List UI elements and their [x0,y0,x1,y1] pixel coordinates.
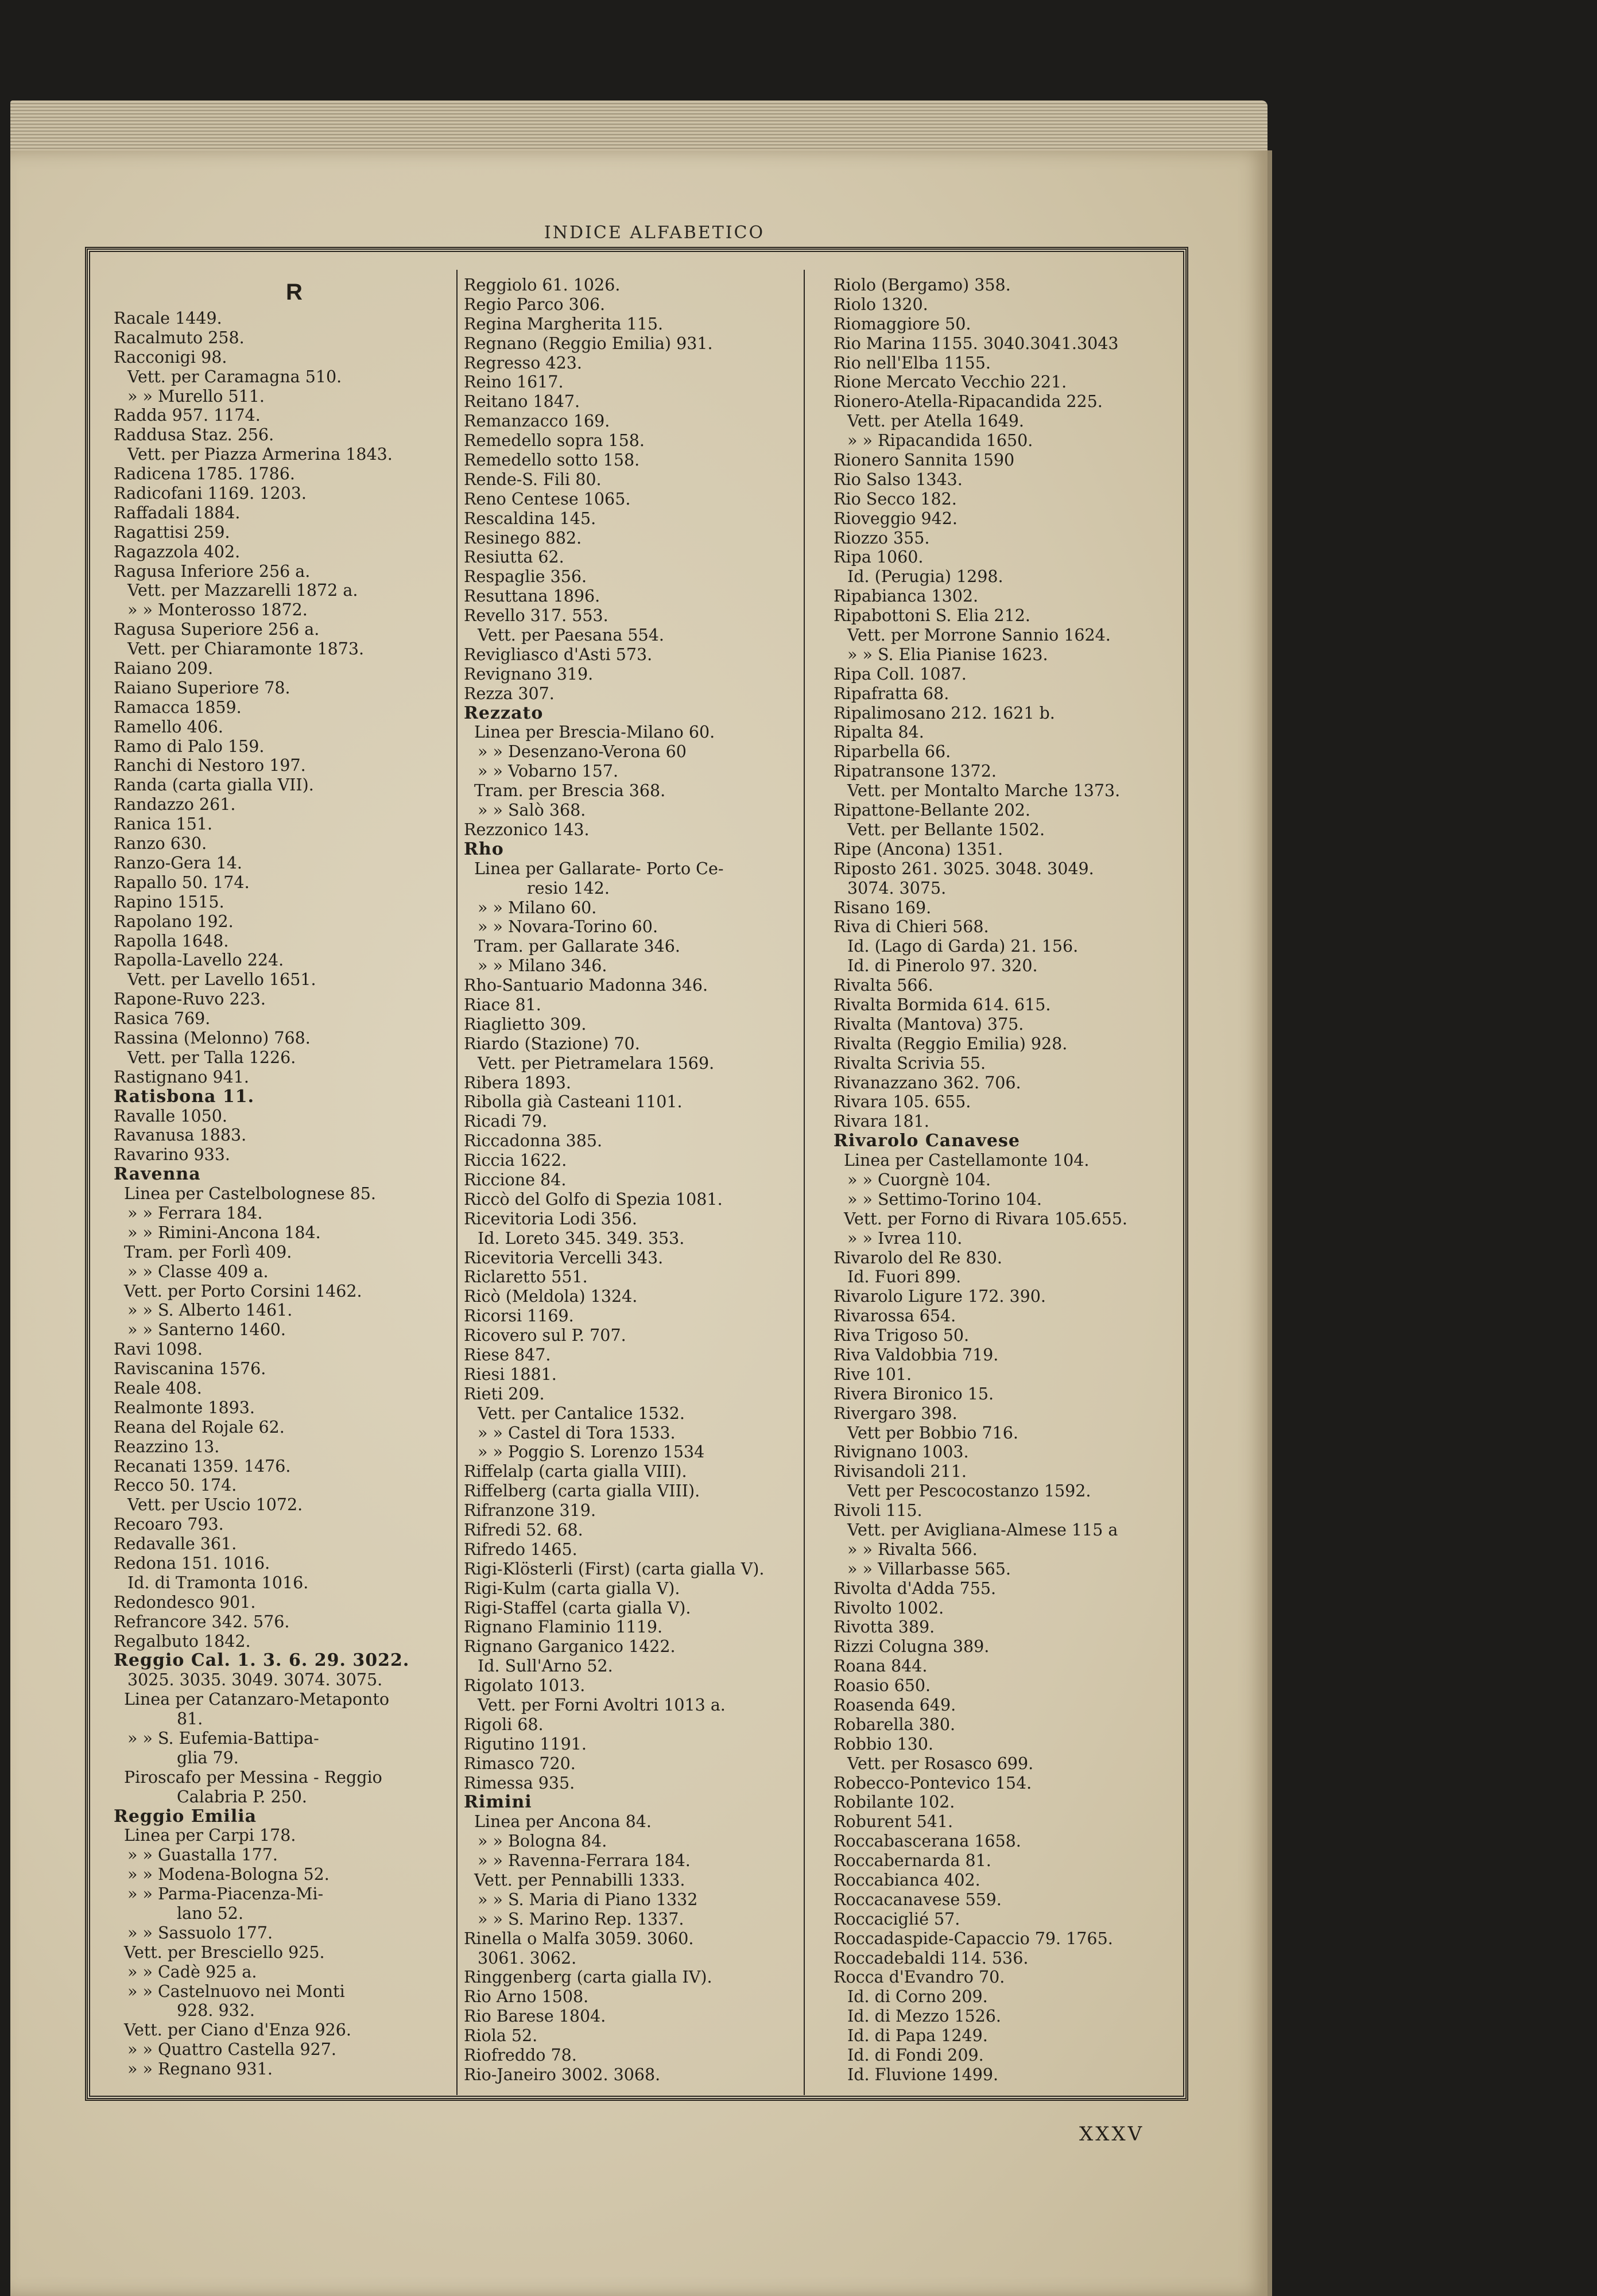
index-entry: Rifredi 52. 68. [464,1521,583,1539]
index-entry: Ranzo 630. [114,834,207,854]
index-entry: Recco 50. 174. [114,1476,237,1495]
index-entry: » » Castelnuovo nei Monti [127,1981,345,2001]
index-entry: Riccione 84. [464,1170,567,1189]
index-entry: Ranica 151. [114,815,213,834]
book-page-edges [10,100,1267,158]
index-entry: Recoaro 793. [114,1515,224,1534]
index-entry: Vett. per Atella 1649. [847,412,1024,431]
index-entry: Robilante 102. [834,1793,955,1812]
index-entry: » » Murello 511. [127,386,265,406]
index-entry: Rivotta 389. [834,1618,935,1637]
index-entry: Id. di Pinerolo 97. 320. [847,956,1038,976]
index-entry: Tram. per Brescia 368. [474,781,666,801]
index-entry: Revello 317. 553. [464,606,608,626]
index-column-3 [834,276,1178,2085]
index-entry: Rivara 181. [834,1112,929,1131]
index-entry: » » Poggio S. Lorenzo 1534 [478,1442,705,1462]
index-entry: Ripalimosano 212. 1621 b. [834,703,1055,723]
index-entry: Rivera Bironico 15. [834,1384,994,1403]
index-entry: Rocca d'Evandro 70. [834,1968,1005,1987]
index-column-2 [464,276,808,2085]
index-entry: Regnano (Reggio Emilia) 931. [464,333,713,353]
index-entry: » » Cadè 925 a. [127,1962,257,1981]
index-entry: Linea per Ancona 84. [474,1812,652,1832]
index-entry: Redondesco 901. [114,1592,256,1612]
index-entry: Riomaggiore 50. [834,314,971,333]
index-entry: Ricovero sul P. 707. [464,1326,626,1345]
index-entry: » » Guastalla 177. [127,1845,278,1865]
index-entry: Vett. per Mazzarelli 1872 a. [127,581,358,600]
index-heading: Rho [464,839,504,859]
index-entry: Radda 957. 1174. [114,406,261,425]
index-entry: Riparbella 66. [834,742,951,762]
index-entry: Ramello 406. [114,717,223,736]
index-entry: Riolo (Bergamo) 358. [834,276,1011,294]
index-entry: Ragusa Inferiore 256 a. [114,561,311,581]
index-entry: Rezzonico 143. [464,820,590,839]
index-entry: Vett. per Bresciello 925. [124,1942,325,1962]
index-entry: Rapino 1515. [114,892,224,912]
index-entry: Rigi-Staffel (carta gialla V). [464,1598,691,1618]
index-entry: Rivignano 1003. [834,1442,969,1462]
index-heading: Reggio Cal. 1. 3. 6. 29. 3022. [114,1650,410,1671]
index-entry: » » Bologna 84. [478,1832,607,1851]
index-entry: Vett. per Bellante 1502. [847,820,1045,839]
index-entry: Rivarolo del Re 830. [834,1248,1002,1267]
index-entry: 3074. 3075. [847,878,947,898]
index-entry: Roccabascerana 1658. [834,1832,1021,1851]
index-entry: Ripatransone 1372. [834,762,997,781]
index-entry: Radicofani 1169. 1203. [114,484,307,503]
index-entry: Vett. per Pietramelara 1569. [478,1053,715,1073]
index-entry: Riolo 1320. [834,294,928,314]
index-entry: Rioveggio 942. [834,509,958,528]
index-entry: » » Santerno 1460. [127,1320,286,1340]
index-entry: Linea per Carpi 178. [124,1826,296,1845]
index-entry: Id. di Papa 1249. [847,2026,988,2046]
index-entry: Rimasco 720. [464,1754,576,1773]
index-entry: » » Novara-Torino 60. [478,917,658,937]
running-head: INDICE ALFABETICO [544,223,765,243]
index-entry: Rio Secco 182. [834,489,957,509]
index-entry: Roccabernarda 81. [834,1851,991,1871]
index-entry: Riva Trigoso 50. [834,1326,970,1345]
index-entry: Reitano 1847. [464,392,580,412]
index-entry: » » Ravenna-Ferrara 184. [478,1851,691,1871]
index-entry: Rivalta Bormida 614. 615. [834,995,1051,1014]
page-number: XXXV [1079,2123,1145,2146]
index-entry: Rignano Flaminio 1119. [464,1618,663,1637]
index-entry: Reana del Rojale 62. [114,1417,285,1437]
index-entry: Riesi 1881. [464,1364,557,1384]
index-entry: Rivarolo Ligure 172. 390. [834,1287,1046,1306]
index-entry: Regina Margherita 115. [464,314,664,333]
index-entry: Rigi-Klösterli (First) (carta gialla V). [464,1559,765,1578]
index-entry: Refrancore 342. 576. [114,1612,290,1631]
index-entry: Ripabottoni S. Elia 212. [834,606,1030,626]
index-entry: Rionero Sannita 1590 [834,451,1015,470]
index-entry: Ribera 1893. [464,1073,571,1092]
index-entry: Tram. per Forlì 409. [124,1242,292,1262]
index-entry: Ripa 1060. [834,548,924,567]
index-entry: Rescaldina 145. [464,509,596,528]
index-entry: Id. Loreto 345. 349. 353. [478,1228,685,1248]
index-entry: Rivalta (Mantova) 375. [834,1014,1024,1034]
index-entry: Linea per Castelbolognese 85. [124,1184,376,1204]
index-entry: Rassina (Melonno) 768. [114,1028,311,1048]
index-entry: Rivolto 1002. [834,1598,944,1618]
index-entry: » » S. Elia Pianise 1623. [847,645,1048,664]
section-letter: R [286,280,303,305]
index-entry: Vett per Pescocostanzo 1592. [847,1481,1091,1501]
index-entry: Resiutta 62. [464,548,564,567]
index-entry: » » S. Marino Rep. 1337. [478,1909,684,1929]
index-entry: Id. di Mezzo 1526. [847,2007,1001,2026]
index-entry: Rive 101. [834,1364,912,1384]
index-entry: Riffelalp (carta gialla VIII). [464,1462,687,1481]
index-entry: Raviscanina 1576. [114,1359,266,1379]
index-entry: glia 79. [177,1748,239,1767]
index-entry: Racalmuto 258. [114,328,245,347]
index-entry: Roana 844. [834,1657,928,1676]
index-entry: 3025. 3035. 3049. 3074. 3075. [127,1670,383,1690]
index-entry: Rasica 769. [114,1009,211,1029]
index-entry: Ripabianca 1302. [834,587,979,606]
index-entry: Linea per Gallarate- Porto Ce- [474,859,724,878]
index-entry: Rivalta Scrivia 55. [834,1053,986,1073]
index-entry: » » Monterosso 1872. [127,600,308,620]
index-entry: » » Regnano 931. [127,2060,273,2079]
index-entry: Riola 52. [464,2026,538,2046]
index-entry: Ricevitoria Lodi 356. [464,1209,637,1228]
index-entry: Robbio 130. [834,1734,933,1754]
index-entry: Vett. per Caramagna 510. [127,367,342,386]
index-entry: Vett. per Morrone Sannio 1624. [847,626,1111,645]
index-entry: Riardo (Stazione) 70. [464,1034,640,1053]
index-entry: Vett. per Cantalice 1532. [478,1403,685,1423]
index-entry: Riffelberg (carta gialla VIII). [464,1481,700,1501]
index-entry: Vett. per Chiaramonte 1873. [127,639,365,659]
index-entry: » » S. Alberto 1461. [127,1301,293,1320]
index-entry: Ragattisi 259. [114,522,230,542]
index-entry: Regalbuto 1842. [114,1631,251,1651]
index-entry: Id. di Fondi 209. [847,2046,984,2065]
index-entry: Remedello sotto 158. [464,451,640,470]
index-entry: Remanzacco 169. [464,412,610,431]
index-entry: Rapolla 1648. [114,931,229,951]
index-entry: » » Rimini-Ancona 184. [127,1223,321,1242]
index-entry: Rivergaro 398. [834,1403,958,1423]
index-entry: Ranzo-Gera 14. [114,853,242,872]
index-entry: Vett. per Paesana 554. [478,626,664,645]
index-entry: Linea per Catanzaro-Metaponto [124,1690,389,1709]
index-entry: Rio nell'Elba 1155. [834,353,991,373]
index-entry: Ravanusa 1883. [114,1126,247,1145]
index-entry: Reno Centese 1065. [464,489,631,509]
index-entry: Ripattone-Bellante 202. [834,801,1030,820]
index-entry: Tram. per Gallarate 346. [474,937,680,956]
index-entry: Ramo di Palo 159. [114,736,265,756]
index-entry: Revigliasco d'Asti 573. [464,645,653,664]
index-entry: Riofreddo 78. [464,2046,577,2065]
index-entry: Randazzo 261. [114,795,236,815]
index-entry: Rezza 307. [464,684,555,703]
index-entry: Rapone-Ruvo 223. [114,990,266,1009]
index-entry: Vett per Bobbio 716. [847,1423,1018,1442]
index-entry: Id. (Lago di Garda) 21. 156. [847,937,1079,956]
index-heading: Rivarolo Canavese [834,1131,1020,1151]
index-entry: Riace 81. [464,995,541,1014]
index-entry: » » Modena-Bologna 52. [127,1865,330,1884]
index-entry: Roburent 541. [834,1812,953,1832]
index-entry: Vett. per Forno di Rivara 105.655. [844,1209,1127,1228]
index-entry: Ramacca 1859. [114,697,242,717]
index-entry: Roccadebaldi 114. 536. [834,1948,1029,1968]
index-entry: Rho-Santuario Madonna 346. [464,976,708,995]
index-entry: » » Sassuolo 177. [127,1923,273,1942]
index-entry: Riaglietto 309. [464,1014,587,1034]
index-entry: Rinella o Malfa 3059. 3060. [464,1929,694,1948]
index-entry: Ravi 1098. [114,1340,203,1359]
index-entry: Riozzo 355. [834,528,930,548]
index-entry: Rivoli 115. [834,1501,922,1521]
index-entry: Rivarossa 654. [834,1306,956,1326]
index-entry: » » Cuorgnè 104. [847,1170,991,1189]
index-entry: Ripalta 84. [834,723,924,742]
index-entry: Radicena 1785. 1786. [114,464,295,484]
column-rule [456,270,458,2095]
index-entry: Reale 408. [114,1378,202,1398]
index-entry: » » Milano 346. [478,956,607,976]
index-entry: Vett. per Lavello 1651. [127,970,316,990]
index-entry: Riclaretto 551. [464,1267,588,1287]
index-entry: Riposto 261. 3025. 3048. 3049. [834,859,1094,878]
index-entry: resio 142. [527,878,610,898]
index-entry: Riccia 1622. [464,1151,567,1170]
index-entry: » » Salò 368. [478,801,586,820]
index-entry: Rigoli 68. [464,1715,544,1734]
index-entry: Regio Parco 306. [464,294,606,314]
index-entry: Rigi-Kulm (carta gialla V). [464,1578,680,1598]
index-entry: Rastignano 941. [114,1067,249,1087]
index-entry: Revignano 319. [464,664,594,684]
index-entry: Ravalle 1050. [114,1106,227,1126]
index-entry: 3061. 3062. [478,1948,577,1968]
index-entry: » » Desenzano-Verona 60 [478,742,687,762]
index-entry: Vett. per Avigliana-Almese 115 a [847,1521,1118,1539]
index-entry: Rio Arno 1508. [464,1987,589,2007]
index-entry: Ripe (Ancona) 1351. [834,839,1003,859]
index-entry: Riccadonna 385. [464,1131,603,1151]
index-entry: Rivara 105. 655. [834,1092,971,1112]
index-entry: Ricorsi 1169. [464,1306,574,1326]
index-entry: Rigutino 1191. [464,1734,587,1754]
index-entry: Rieti 209. [464,1384,545,1403]
index-entry: Recanati 1359. 1476. [114,1456,291,1476]
index-entry: Roccacanavese 559. [834,1890,1002,1909]
index-heading: Ratisbona 11. [114,1086,255,1107]
index-entry: Rifranzone 319. [464,1501,596,1521]
index-entry: Ragusa Superiore 256 a. [114,620,320,639]
index-entry: » » Ivrea 110. [847,1228,963,1248]
index-entry: Resinego 882. [464,528,582,548]
index-column-1 [114,276,441,2079]
index-entry: Raddusa Staz. 256. [114,425,274,445]
index-entry: Raiano Superiore 78. [114,678,290,697]
index-entry: Roccadaspide-Capaccio 79. 1765. [834,1929,1113,1948]
index-entry: Riva di Chieri 568. [834,917,989,937]
index-entry: Raiano 209. [114,659,214,678]
index-entry: » » Parma-Piacenza-Mi- [127,1884,324,1904]
index-entry: Rivalta (Reggio Emilia) 928. [834,1034,1068,1053]
index-entry: Racale 1449. [114,309,222,328]
index-entry: Rignano Garganico 1422. [464,1637,676,1657]
index-entry: Ripa Coll. 1087. [834,664,967,684]
index-entry: Id. Fuori 899. [847,1267,962,1287]
index-entry: » » Castel di Tora 1533. [478,1423,676,1442]
index-entry: » » Quattro Castella 927. [127,2040,336,2060]
index-entry: Rivisandoli 211. [834,1462,967,1481]
index-entry: Regresso 423. [464,353,582,373]
index-entry: Ribolla già Casteani 1101. [464,1092,683,1112]
index-entry: » » Villarbasse 565. [847,1559,1011,1578]
index-entry: Rimessa 935. [464,1773,575,1793]
index-entry: Raffadali 1884. [114,503,241,522]
index-entry: Ricevitoria Vercelli 343. [464,1248,664,1267]
index-heading: Reggio Emilia [114,1806,257,1826]
index-entry: Rapallo 50. 174. [114,872,250,892]
index-entry: Vett. per Montalto Marche 1373. [847,781,1121,801]
index-entry: » » Classe 409 a. [127,1262,269,1281]
index-entry: Rio Marina 1155. 3040.3041.3043 [834,333,1119,353]
index-entry: » » Ferrara 184. [127,1203,263,1223]
index-entry: Robecco-Pontevico 154. [834,1773,1032,1793]
index-entry: » » Settimo-Torino 104. [847,1189,1042,1209]
index-entry: Resuttana 1896. [464,587,600,606]
index-entry: Reggiolo 61. 1026. [464,276,621,294]
index-entry: Rigolato 1013. [464,1676,586,1696]
index-entry: Id. di Tramonta 1016. [127,1573,309,1592]
index-entry: Redona 151. 1016. [114,1554,270,1573]
index-entry: Vett. per Ciano d'Enza 926. [124,2020,351,2040]
index-entry: Roccabianca 402. [834,1871,980,1890]
index-entry: Vett. per Porto Corsini 1462. [124,1281,362,1301]
index-entry: Rapolla-Lavello 224. [114,951,284,970]
index-entry: Linea per Brescia-Milano 60. [474,723,715,742]
index-entry: Vett. per Pennabilli 1333. [474,1871,685,1890]
index-entry: » » Rivalta 566. [847,1539,978,1559]
index-entry: Roasenda 649. [834,1696,956,1715]
index-entry: Rifredo 1465. [464,1539,577,1559]
index-entry: Respaglie 356. [464,567,587,587]
index-entry: Rapolano 192. [114,912,234,931]
index-entry: Rionero-Atella-Ripacandida 225. [834,392,1103,412]
index-entry: Rivanazzano 362. 706. [834,1073,1021,1092]
index-entry: Realmonte 1893. [114,1398,255,1417]
index-entry: Ricadi 79. [464,1112,548,1131]
index-entry: Ragazzola 402. [114,542,241,561]
index-entry: Calabria P. 250. [177,1787,307,1806]
index-entry: » » Vobarno 157. [478,762,619,781]
index-entry: » » Milano 60. [478,898,597,917]
index-entry: » » S. Eufemia-Battipa- [127,1729,319,1748]
index-entry: Rio Salso 1343. [834,470,963,489]
index-entry: Riva Valdobbia 719. [834,1345,999,1364]
index-heading: Ravenna [114,1164,201,1185]
index-entry: Ranchi di Nestoro 197. [114,756,306,775]
index-heading: Rezzato [464,703,544,723]
index-entry: Risano 169. [834,898,932,917]
index-entry: Reino 1617. [464,373,564,392]
index-entry: Robarella 380. [834,1715,956,1734]
index-entry: Vett. per Rosasco 699. [847,1754,1034,1773]
index-entry: Ricò (Meldola) 1324. [464,1287,638,1306]
index-entry: Rende-S. Fili 80. [464,470,602,489]
index-entry: Ripafratta 68. [834,684,949,703]
index-entry: Racconigi 98. [114,347,227,367]
index-entry: Riese 847. [464,1345,551,1364]
index-entry: Remedello sopra 158. [464,431,645,451]
index-entry: Rione Mercato Vecchio 221. [834,373,1067,392]
index-entry: Rivolta d'Adda 755. [834,1578,997,1598]
index-entry: Piroscafo per Messina - Reggio [124,1767,382,1787]
index-entry: » » Ripacandida 1650. [847,431,1033,451]
index-heading: Rimini [464,1792,532,1813]
index-entry: Id. Fluvione 1499. [847,2065,999,2084]
index-entry: Rizzi Colugna 389. [834,1637,990,1657]
index-entry: Reazzino 13. [114,1437,220,1456]
index-entry: Rivalta 566. [834,976,933,995]
index-entry: Vett. per Uscio 1072. [127,1495,303,1515]
index-entry: Id. Sull'Arno 52. [478,1657,613,1676]
index-entry: Roasio 650. [834,1676,931,1696]
index-entry: lano 52. [177,1904,244,1923]
index-entry: Vett. per Piazza Armerina 1843. [127,445,393,464]
index-entry: » » S. Maria di Piano 1332 [478,1890,698,1909]
index-entry: Rio Barese 1804. [464,2007,606,2026]
index-entry: Randa (carta gialla VII). [114,775,314,795]
index-entry: 81. [177,1709,203,1729]
index-entry: Id. di Corno 209. [847,1987,988,2007]
index-entry: Rio-Janeiro 3002. 3068. [464,2065,661,2084]
index-entry: Roccaciglié 57. [834,1909,960,1929]
index-entry: Id. (Perugia) 1298. [847,567,1003,587]
index-entry: Ravarino 933. [114,1145,230,1165]
index-entry: Vett. per Forni Avoltri 1013 a. [478,1696,726,1715]
index-entry: Redavalle 361. [114,1534,237,1554]
index-entry: Ringgenberg (carta gialla IV). [464,1968,712,1987]
index-entry: Linea per Castellamonte 104. [844,1151,1090,1170]
index-entry: 928. 932. [177,2001,255,2020]
index-entry: Riccò del Golfo di Spezia 1081. [464,1189,723,1209]
index-entry: Vett. per Talla 1226. [127,1048,296,1067]
